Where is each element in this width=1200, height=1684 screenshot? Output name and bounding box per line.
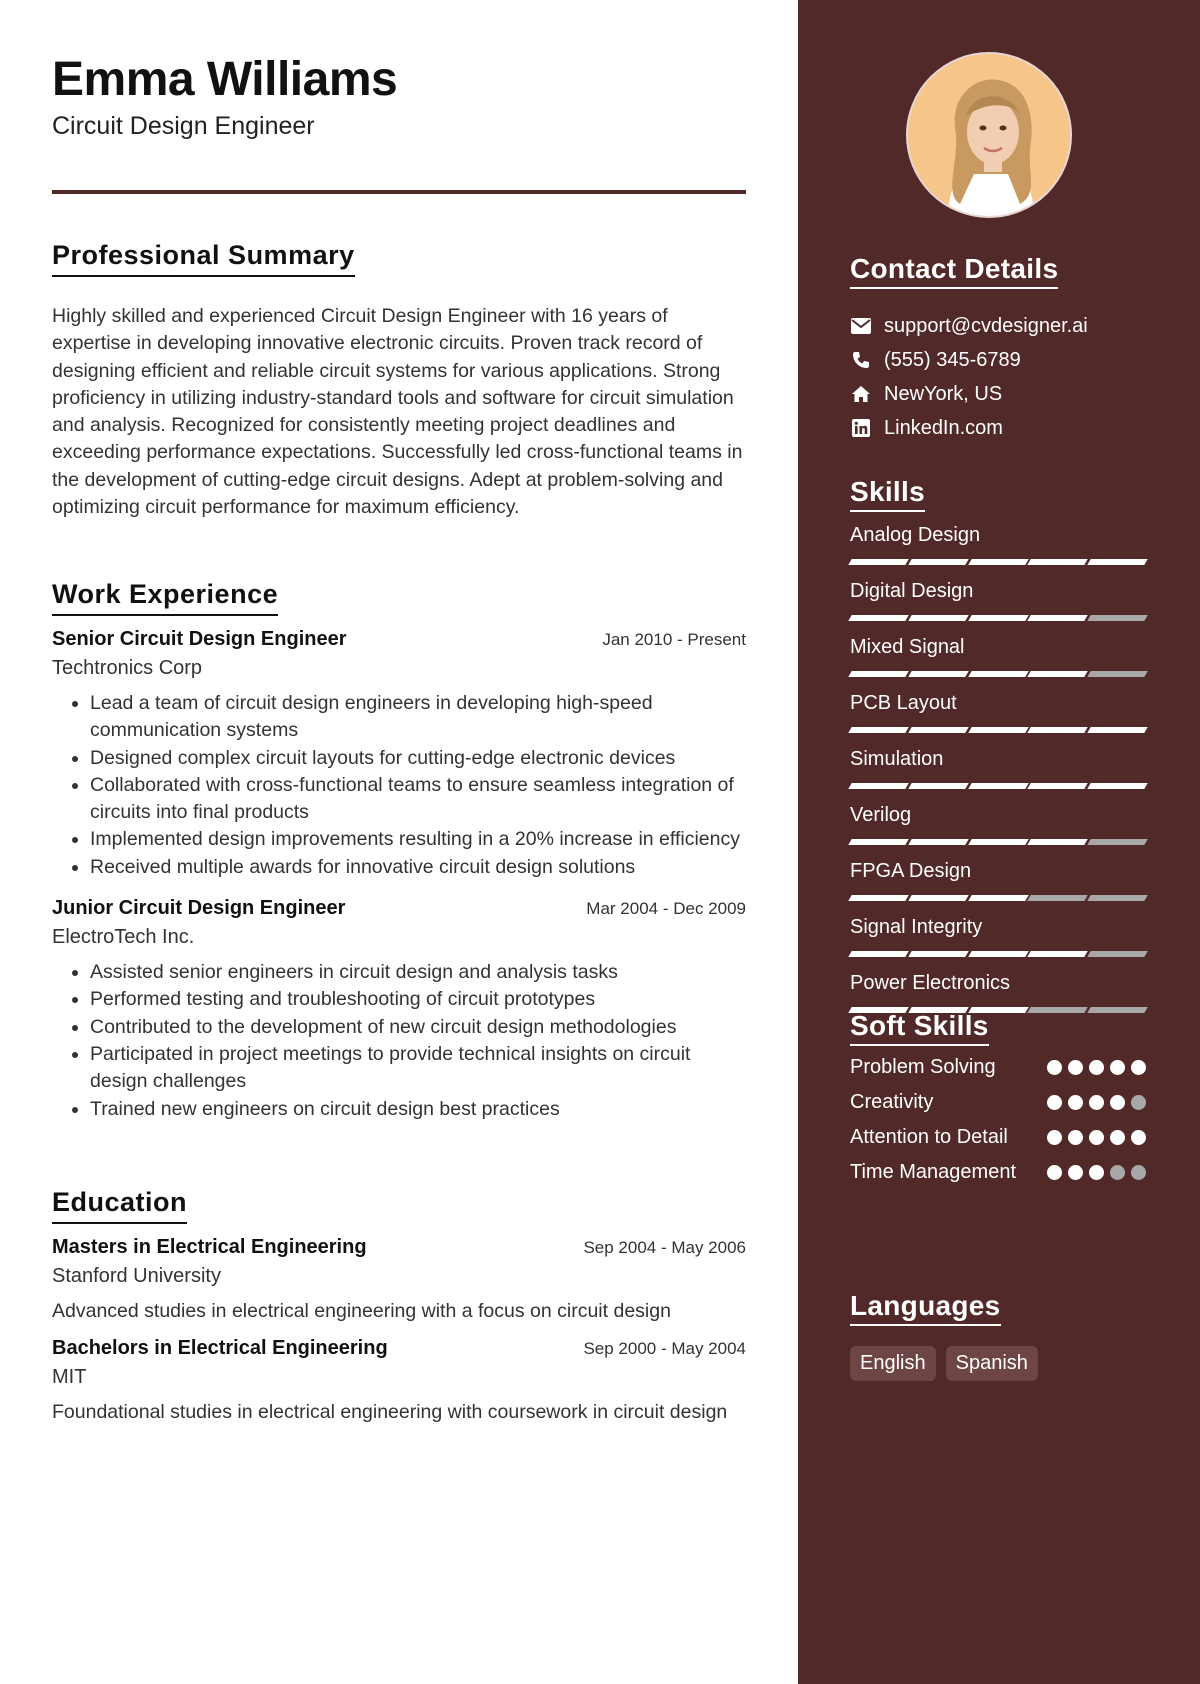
envelope-icon xyxy=(850,315,872,337)
soft-skill-item xyxy=(850,1089,1146,1116)
contact-linkedin-text: LinkedIn.com xyxy=(884,416,1003,439)
skill-level-bar xyxy=(850,671,1146,679)
skill-level-segment xyxy=(1028,951,1088,957)
soft-skill-item xyxy=(850,1159,1146,1186)
skill-level-segment xyxy=(908,727,968,733)
rating-dot xyxy=(1131,1130,1146,1145)
soft-skill-name: Problem Solving xyxy=(850,1056,996,1078)
language-tag: Spanish xyxy=(946,1346,1038,1381)
job-entry xyxy=(52,628,746,881)
skill-level-segment xyxy=(1028,559,1088,565)
school-name: Stanford University xyxy=(52,1265,221,1287)
skill-level-segment xyxy=(1087,559,1147,565)
skill-level-segment xyxy=(968,895,1028,901)
skills-list xyxy=(850,524,1146,1015)
soft-skill-rating xyxy=(1047,1054,1146,1075)
skills-heading: Skills xyxy=(850,476,925,512)
skill-level-segment xyxy=(1028,671,1088,677)
skill-level-segment xyxy=(908,783,968,789)
skill-level-segment xyxy=(848,783,908,789)
school-name: MIT xyxy=(52,1366,87,1389)
job-entry xyxy=(52,897,746,1123)
contact-phone[interactable] xyxy=(850,343,1146,377)
rating-dot xyxy=(1131,1060,1146,1075)
skill-item xyxy=(850,636,1146,679)
skill-level-bar xyxy=(850,783,1146,791)
summary-section xyxy=(52,240,746,521)
skill-level-segment xyxy=(968,615,1028,621)
list-item: • Assisted senior engineers in circuit design and analysis tasks xyxy=(90,959,746,986)
language-tag: English xyxy=(850,1346,936,1381)
contact-location xyxy=(850,377,1146,411)
skill-level-bar xyxy=(850,559,1146,567)
linkedin-icon xyxy=(850,417,872,439)
skill-level-segment xyxy=(1087,951,1147,957)
skill-level-segment xyxy=(968,783,1028,789)
skill-level-segment xyxy=(1028,839,1088,845)
rating-dot xyxy=(1068,1165,1083,1180)
skill-level-segment xyxy=(908,559,968,565)
candidate-title: Circuit Design Engineer xyxy=(52,112,315,140)
list-item: • Participated in project meetings to provide technical insights on circuit design challenges xyxy=(90,1041,746,1096)
education-date: Sep 2000 - May 2004 xyxy=(583,1339,746,1359)
skill-item xyxy=(850,804,1146,847)
rating-dot xyxy=(1068,1060,1083,1075)
experience-heading: Work Experience xyxy=(52,579,278,616)
rating-dot xyxy=(1047,1060,1062,1075)
rating-dot xyxy=(1068,1095,1083,1110)
skill-name: Analog Design xyxy=(850,524,981,546)
skill-item xyxy=(850,580,1146,623)
skill-level-segment xyxy=(908,671,968,677)
soft-skill-item xyxy=(850,1054,1146,1081)
contact-email-text: support@cvdesigner.ai xyxy=(884,314,1088,337)
skill-level-bar xyxy=(850,727,1146,735)
job-bullets xyxy=(52,690,746,881)
skill-level-segment xyxy=(1028,895,1088,901)
skill-level-segment xyxy=(1028,615,1088,621)
skill-name: Mixed Signal xyxy=(850,636,965,658)
skills-section xyxy=(850,476,1146,1015)
skill-level-segment xyxy=(968,559,1028,565)
skill-level-segment xyxy=(908,951,968,957)
skill-name: PCB Layout xyxy=(850,692,957,714)
contact-location-text: NewYork, US xyxy=(884,382,1003,405)
list-item: • Designed complex circuit layouts for cutting-edge electronic devices xyxy=(90,745,746,772)
skill-level-segment xyxy=(1087,895,1147,901)
skill-item xyxy=(850,692,1146,735)
skill-level-segment xyxy=(848,839,908,845)
skill-level-bar xyxy=(850,615,1146,623)
skill-level-segment xyxy=(848,895,908,901)
rating-dot xyxy=(1089,1060,1104,1075)
skill-level-segment xyxy=(848,559,908,565)
skill-level-bar xyxy=(850,895,1146,903)
candidate-name: Emma Williams xyxy=(52,53,398,106)
rating-dot xyxy=(1089,1095,1104,1110)
summary-text: Highly skilled and experienced Circuit Design Engineer with 16 years of expertise in developing innovative electronic circuits. Proven track record of designing efficient and reliable circuit systems for various applications. Strong proficiency in utilizing industry-standard tools and software for circuit simulation and analysis. Recognized for consistently meeting project deadlines and exceeding performance expectations. Successfully led cross-functional teams in the development of cutting-edge circuit designs. Adept at problem-solving and optimizing circuit performance for maximum efficiency. xyxy=(52,305,743,519)
soft-skills-list xyxy=(850,1054,1146,1186)
rating-dot xyxy=(1131,1165,1146,1180)
skill-level-segment xyxy=(1028,727,1088,733)
job-role: Junior Circuit Design Engineer xyxy=(52,897,346,920)
list-item: • Implemented design improvements resulting in a 20% increase in efficiency xyxy=(90,826,746,853)
languages-section xyxy=(850,1290,1146,1381)
list-item: • Contributed to the development of new circuit design methodologies xyxy=(90,1014,746,1041)
rating-dot xyxy=(1089,1165,1104,1180)
job-date: Mar 2004 - Dec 2009 xyxy=(586,899,746,919)
skill-level-bar xyxy=(850,951,1146,959)
skill-name: Verilog xyxy=(850,804,912,826)
soft-skill-name: Time Management xyxy=(850,1161,1016,1183)
skill-level-segment xyxy=(968,671,1028,677)
job-bullets xyxy=(52,959,746,1123)
list-item: • Performed testing and troubleshooting of circuit prototypes xyxy=(90,986,746,1013)
list-item: • Collaborated with cross-functional teams to ensure seamless integration of circuits into final products xyxy=(90,772,746,827)
skill-item xyxy=(850,916,1146,959)
skill-item xyxy=(850,972,1146,1015)
phone-icon xyxy=(850,349,872,371)
education-date: Sep 2004 - May 2006 xyxy=(583,1238,746,1257)
header-divider xyxy=(52,190,746,194)
skill-level-segment xyxy=(908,895,968,901)
education-heading: Education xyxy=(52,1187,187,1224)
skill-name: Power Electronics xyxy=(850,972,1011,994)
degree-name: Masters in Electrical Engineering xyxy=(52,1236,367,1258)
skill-name: FPGA Design xyxy=(850,860,972,882)
languages-list xyxy=(850,1346,1146,1381)
skill-name: Signal Integrity xyxy=(850,916,983,938)
education-entry xyxy=(52,1337,746,1426)
experience-section xyxy=(52,579,746,1123)
skill-level-segment xyxy=(848,615,908,621)
home-icon xyxy=(850,383,872,405)
list-item: • Lead a team of circuit design engineers in developing high-speed communication systems xyxy=(90,690,746,745)
job-company: ElectroTech Inc. xyxy=(52,926,195,949)
list-item: • Trained new engineers on circuit design best practices xyxy=(90,1096,746,1123)
soft-skill-item xyxy=(850,1124,1146,1151)
skill-level-segment xyxy=(968,839,1028,845)
skill-level-segment xyxy=(1087,671,1147,677)
education-section xyxy=(52,1187,746,1427)
job-company: Techtronics Corp xyxy=(52,657,203,679)
skill-level-segment xyxy=(1028,783,1088,789)
contact-heading: Contact Details xyxy=(850,253,1058,289)
profile-photo xyxy=(906,52,1072,218)
skill-level-segment xyxy=(1087,839,1147,845)
skill-level-segment xyxy=(1087,727,1147,733)
degree-name: Bachelors in Electrical Engineering xyxy=(52,1337,388,1360)
skill-level-segment xyxy=(848,671,908,677)
rating-dot xyxy=(1047,1165,1062,1180)
soft-skill-rating xyxy=(1047,1159,1146,1180)
rating-dot xyxy=(1110,1060,1125,1075)
rating-dot xyxy=(1089,1130,1104,1145)
contact-linkedin[interactable] xyxy=(850,411,1146,445)
education-entry xyxy=(52,1236,746,1325)
skill-level-segment xyxy=(1087,615,1147,621)
skill-level-segment xyxy=(848,951,908,957)
rating-dot xyxy=(1047,1095,1062,1110)
soft-skills-section xyxy=(850,1010,1146,1186)
skill-item xyxy=(850,860,1146,903)
soft-skill-rating xyxy=(1047,1089,1146,1110)
education-description: Foundational studies in electrical engineering with coursework in circuit design xyxy=(52,1401,728,1424)
rating-dot xyxy=(1131,1095,1146,1110)
soft-skill-rating xyxy=(1047,1124,1146,1145)
skill-level-segment xyxy=(968,951,1028,957)
rating-dot xyxy=(1047,1130,1062,1145)
soft-skill-name: Attention to Detail xyxy=(850,1126,1008,1148)
contact-email[interactable] xyxy=(850,309,1146,343)
avatar xyxy=(908,54,1072,218)
skill-level-segment xyxy=(848,727,908,733)
skill-level-segment xyxy=(1087,783,1147,789)
job-role: Senior Circuit Design Engineer xyxy=(52,628,347,650)
contact-phone-text: (555) 345-6789 xyxy=(884,348,1021,371)
contact-section xyxy=(850,253,1146,445)
skill-item xyxy=(850,524,1146,567)
rating-dot xyxy=(1068,1130,1083,1145)
skill-name: Digital Design xyxy=(850,580,974,602)
soft-skills-heading: Soft Skills xyxy=(850,1010,989,1046)
skill-level-segment xyxy=(968,727,1028,733)
job-date: Jan 2010 - Present xyxy=(602,630,746,649)
education-description: Advanced studies in electrical engineering with a focus on circuit design xyxy=(52,1300,671,1322)
skill-level-segment xyxy=(908,839,968,845)
skill-level-bar xyxy=(850,839,1146,847)
soft-skill-name: Creativity xyxy=(850,1091,934,1113)
skill-name: Simulation xyxy=(850,748,944,770)
rating-dot xyxy=(1110,1130,1125,1145)
languages-heading: Languages xyxy=(850,1290,1001,1326)
summary-heading: Professional Summary xyxy=(52,240,355,277)
skill-level-segment xyxy=(908,615,968,621)
skill-item xyxy=(850,748,1146,791)
rating-dot xyxy=(1110,1095,1125,1110)
rating-dot xyxy=(1110,1165,1125,1180)
list-item: • Received multiple awards for innovative circuit design solutions xyxy=(90,854,746,881)
